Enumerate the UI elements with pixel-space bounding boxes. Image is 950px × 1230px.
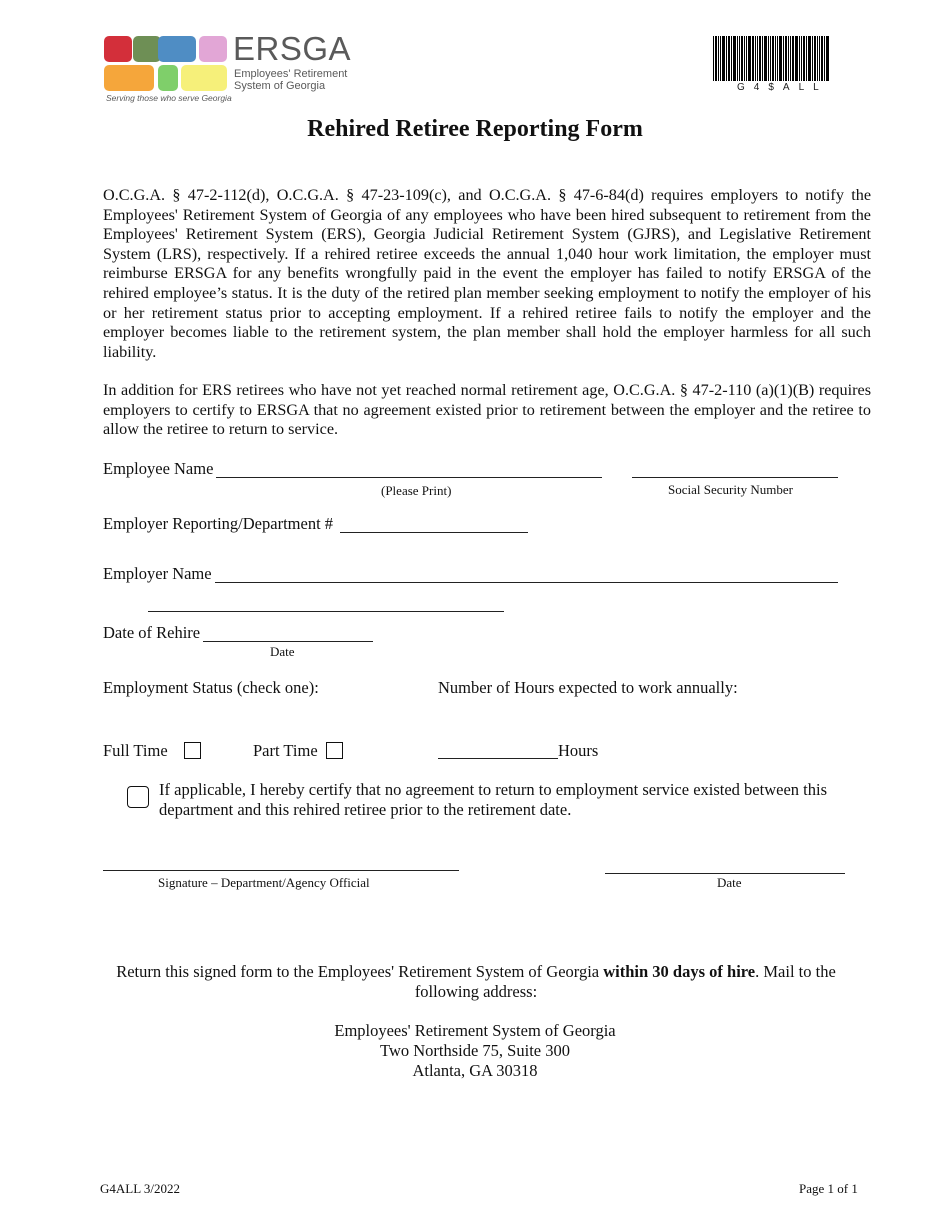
date-of-rehire-label: Date of Rehire	[103, 623, 201, 642]
return-deadline: within 30 days of hire	[603, 962, 756, 981]
logo-square-red	[104, 36, 132, 62]
ssn-field[interactable]	[632, 477, 838, 478]
logo-square-lightgreen	[158, 65, 178, 91]
hours-expected-label: Number of Hours expected to work annually:	[438, 678, 738, 697]
employer-reporting-field[interactable]	[340, 532, 528, 533]
full-time-checkbox[interactable]	[184, 742, 201, 759]
page-title: Rehired Retiree Reporting Form	[307, 116, 643, 142]
signature-field[interactable]	[103, 870, 459, 871]
employment-status-label: Employment Status (check one):	[103, 678, 319, 697]
barcode	[713, 36, 855, 81]
full-time-label: Full Time	[103, 741, 168, 760]
signature-label: Signature – Department/Agency Official	[158, 875, 370, 890]
legal-paragraph-1: O.C.G.A. § 47-2-112(d), O.C.G.A. § 47-23-109(c), and O.C.G.A. § 47-6-84(d) requires employers to notify the Employees' Retirement System of Georgia of any employees who have been hired subsequent to retirement from the Employees' Retirement System (ERS), Georgia Judicial Retirement System (GJRS), and Legislative Retirement System (LRS), respectively. If a rehired retiree exceeds the annual 1,040 hour work limitation, the employer must reimburse ERSGA for any benefits wrongfully paid in the event the employer has failed to notify ERSGA of the rehired employee’s status. It is the duty of the retired plan member seeking employment to notify the employer of his or her retirement status prior to accepting employment. If a rehired retiree fails to notify the employer and the employer becomes liable to the retirement system, the plan member shall hold the employer harmless for all such liability.	[103, 186, 871, 361]
return-instructions	[103, 962, 849, 1002]
hours-field[interactable]	[438, 758, 558, 759]
part-time-label: Part Time	[253, 741, 318, 760]
part-time-checkbox[interactable]	[326, 742, 343, 759]
logo-square-blue	[158, 36, 196, 62]
signature-date-field[interactable]	[605, 873, 845, 874]
form-code: G4ALL 3/2022	[100, 1181, 181, 1196]
certification-text: If applicable, I hereby certify that no agreement to return to employment service existed between this department and this rehired retiree prior to the retirement date.	[159, 780, 827, 819]
legal-paragraph-2: In addition for ERS retirees who have not yet reached normal retirement age, O.C.G.A. § 47-2-110 (a)(1)(B) requires employers to certify to ERSGA that no agreement existed prior to retirement between the employer and the retiree to allow the retiree to return to service.	[103, 381, 871, 439]
logo-subtitle-line1: Employees' Retirement	[234, 68, 348, 80]
employee-name-label: Employee Name	[103, 459, 214, 478]
certification-checkbox[interactable]	[127, 786, 149, 808]
return-text-before: Return this signed form to the Employees' Retirement System of Georgia	[116, 962, 604, 981]
signature-date-label: Date	[717, 875, 742, 890]
employer-name-second-line[interactable]	[148, 611, 504, 612]
hours-label: Hours	[558, 741, 599, 760]
employee-name-field[interactable]	[216, 477, 602, 478]
date-of-rehire-field[interactable]	[203, 641, 373, 642]
ssn-label: Social Security Number	[668, 482, 793, 497]
barcode-text: G4$ALL	[737, 82, 828, 93]
logo-tagline: Serving those who serve Georgia	[106, 93, 232, 103]
logo-square-orange	[104, 65, 154, 91]
logo-square-green	[133, 36, 161, 62]
please-print-label: (Please Print)	[381, 483, 452, 498]
logo-name: ERSGA	[233, 30, 352, 67]
employer-name-field[interactable]	[215, 582, 838, 583]
address-line-2: Two Northside 75, Suite 300	[380, 1041, 570, 1060]
employer-reporting-label: Employer Reporting/Department #	[103, 514, 334, 533]
logo-square-pink	[199, 36, 227, 62]
logo-square-yellow	[181, 65, 227, 91]
return-text-after: . Mail to the following address:	[414, 962, 836, 1001]
mailing-address	[0, 1021, 950, 1081]
address-line-3: Atlanta, GA 30318	[412, 1061, 538, 1080]
employer-name-label: Employer Name	[103, 564, 212, 583]
logo-subtitle-line2: System of Georgia	[234, 80, 326, 92]
address-line-1: Employees' Retirement System of Georgia	[334, 1021, 616, 1040]
page-number: Page 1 of 1	[799, 1181, 858, 1196]
date-of-rehire-sublabel: Date	[270, 644, 295, 659]
